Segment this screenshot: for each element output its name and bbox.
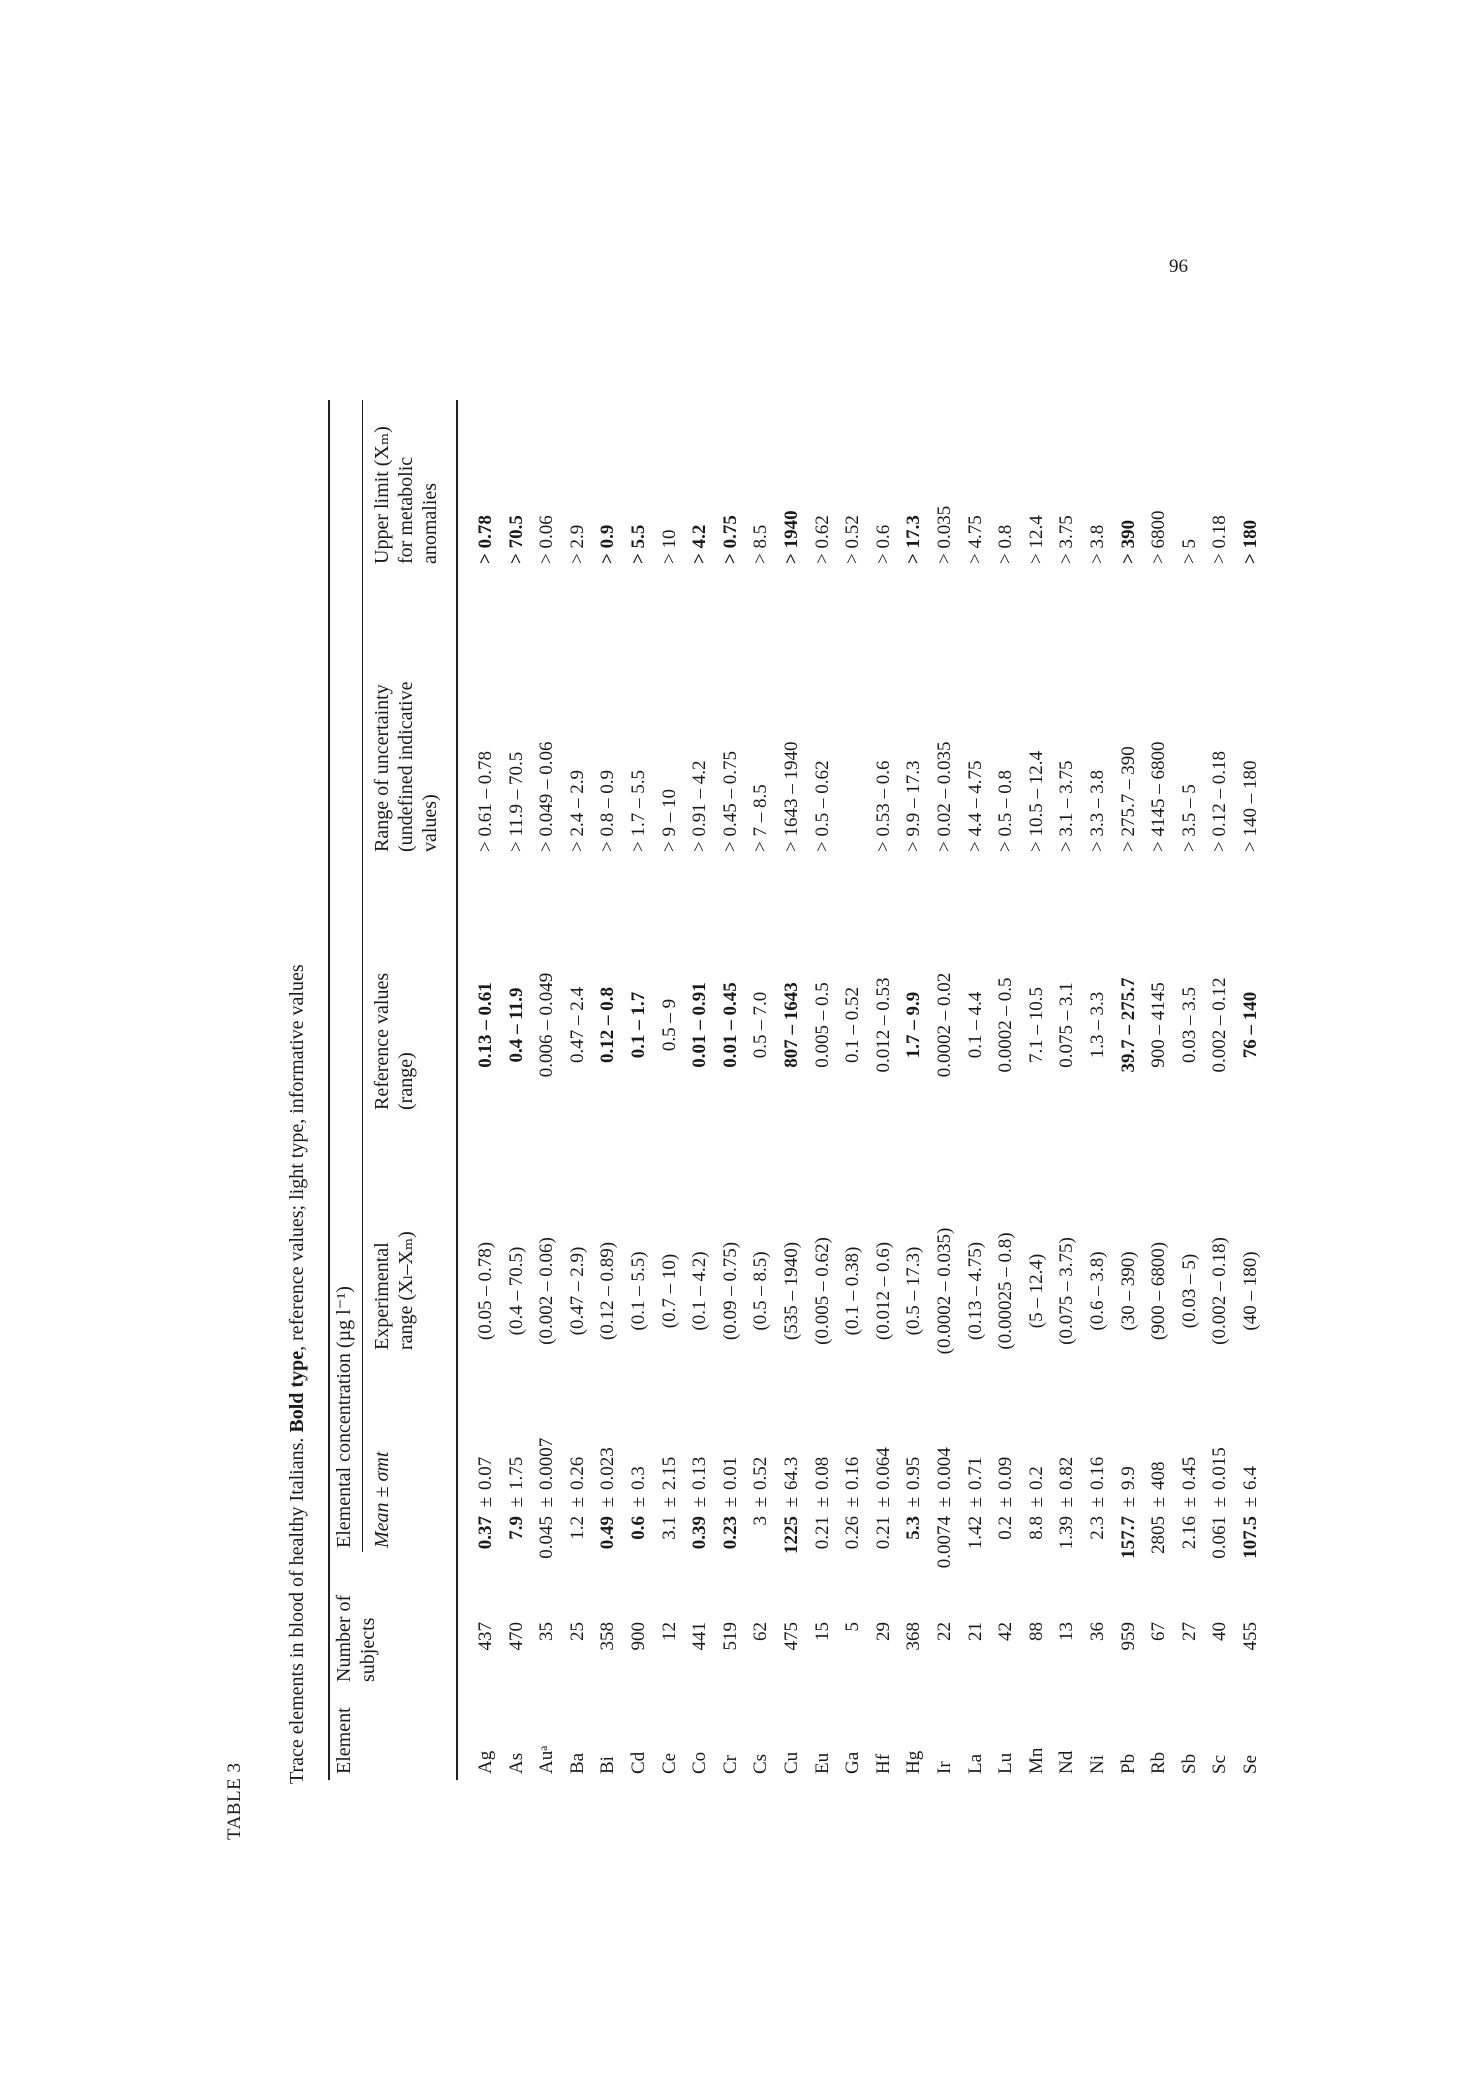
header-ref-line1: Reference values (371, 972, 393, 1110)
header-subjects-line1: Number of (333, 1594, 355, 1682)
upper-limit-cell: > 5.5 (628, 524, 649, 564)
subjects-cell: 470 (505, 1622, 527, 1651)
reference-range-cell: 0.12 – 0.8 (597, 987, 619, 1063)
table-row (562, 310, 593, 1870)
element-cell: Lu (995, 1752, 1017, 1774)
header-mean: Mean ± σmt (371, 1451, 393, 1548)
sigma-cell: 1.75 (505, 1456, 527, 1490)
sigma-cell: 0.52 (750, 1456, 772, 1490)
subjects-cell: 455 (1240, 1622, 1261, 1651)
plus-minus-sign: ± (1240, 1496, 1261, 1508)
sigma-cell: 0.0007 (536, 1437, 558, 1490)
subjects-cell: 368 (903, 1622, 925, 1651)
header-element: Element (333, 1707, 355, 1774)
experimental-range-cell: (40 – 180) (1240, 1251, 1261, 1331)
upper-limit-cell: > 0.18 (1209, 515, 1231, 564)
mean-value-cell: 1.2 (566, 1516, 588, 1540)
reference-range-cell: 0.012 – 0.53 (872, 977, 894, 1073)
reference-range-cell: 0.1 – 0.52 (842, 987, 864, 1063)
upper-limit-cell: > 3.75 (1056, 515, 1078, 564)
table-row (684, 310, 715, 1870)
experimental-range-cell: (5 – 12.4) (1025, 1253, 1047, 1329)
plus-minus-sign: ± (811, 1496, 833, 1508)
mean-value-cell: 5.3 (903, 1516, 925, 1540)
upper-limit-cell: > 5 (1178, 539, 1200, 564)
plus-minus-sign: ± (536, 1496, 558, 1508)
element-cell: Cs (750, 1753, 772, 1774)
subjects-cell: 12 (658, 1622, 680, 1641)
sigma-cell: 9.9 (1117, 1466, 1139, 1490)
plus-minus-sign: ± (566, 1496, 588, 1508)
header-experimental (370, 1231, 418, 1350)
experimental-range-cell: (0.12 – 0.89) (597, 1241, 619, 1341)
reference-range-cell: 0.1 – 1.7 (628, 991, 649, 1059)
group-rule (362, 400, 363, 1552)
experimental-range-cell: (0.0002 – 0.035) (934, 1227, 955, 1355)
element-cell: Ce (658, 1752, 680, 1774)
plus-minus-sign: ± (689, 1496, 711, 1508)
mean-value-cell: 1.42 (964, 1516, 986, 1550)
element-cell: Co (689, 1751, 711, 1774)
uncertainty-range-cell: > 1.7 – 5.5 (628, 770, 649, 852)
uncertainty-range-cell: > 3.5 – 5 (1178, 784, 1200, 852)
subjects-cell: 900 (628, 1622, 649, 1651)
element-cell: Nd (1056, 1750, 1078, 1774)
plus-minus-sign: ± (934, 1496, 955, 1508)
reference-range-cell: 0.0002 – 0.5 (995, 977, 1017, 1073)
table-row (776, 310, 807, 1870)
table-row (1143, 310, 1174, 1870)
mean-value-cell: 0.21 (872, 1516, 894, 1550)
plus-minus-sign: ± (781, 1496, 802, 1508)
subjects-cell: 42 (995, 1622, 1017, 1641)
upper-limit-cell: > 390 (1117, 519, 1139, 564)
reference-range-cell: 0.01 – 0.91 (689, 982, 711, 1068)
uncertainty-range-cell: > 11.9 – 70.5 (505, 751, 527, 852)
element-cell: Cr (719, 1755, 741, 1774)
table-row (1051, 310, 1082, 1870)
upper-limit-cell: > 70.5 (505, 515, 527, 564)
uncertainty-range-cell: > 0.53 – 0.6 (872, 760, 894, 852)
subjects-cell: 437 (475, 1622, 496, 1651)
reference-range-cell: 0.075 – 3.1 (1056, 982, 1078, 1068)
subjects-cell: 13 (1056, 1622, 1078, 1641)
mean-value-cell: 0.061 (1209, 1516, 1231, 1559)
element-cell: Sb (1178, 1753, 1200, 1774)
reference-range-cell: 0.03 – 3.5 (1178, 987, 1200, 1063)
reference-range-cell: 900 – 4145 (1148, 982, 1170, 1068)
mean-value-cell: 2805 (1148, 1516, 1170, 1554)
subjects-cell: 5 (842, 1622, 864, 1632)
table-row (745, 310, 776, 1870)
plus-minus-sign: ± (628, 1496, 649, 1508)
experimental-range-cell: (0.5 – 8.5) (750, 1251, 772, 1331)
mean-value-cell: 0.21 (811, 1516, 833, 1550)
experimental-range-cell: (0.03 – 5) (1178, 1253, 1200, 1329)
reference-range-cell: 0.13 – 0.61 (475, 982, 496, 1068)
reference-range-cell: 0.5 – 9 (658, 998, 680, 1052)
mean-value-cell: 0.2 (995, 1516, 1017, 1540)
mean-value-cell: 157.7 (1117, 1516, 1139, 1559)
mean-value-cell: 0.6 (628, 1516, 649, 1540)
sigma-cell: 0.2 (1025, 1466, 1047, 1490)
header-upper-limit (370, 426, 442, 564)
table-row (868, 310, 899, 1870)
sigma-cell: 0.26 (566, 1456, 588, 1490)
header-ref-line2: (range) (395, 1052, 417, 1110)
subjects-cell: 67 (1148, 1622, 1170, 1641)
element-cell: Ir (934, 1761, 955, 1774)
experimental-range-cell: (0.012 – 0.6) (872, 1241, 894, 1341)
caption-part2: , reference values; light type, informative values (286, 964, 308, 1351)
sigma-cell: 64.3 (781, 1456, 802, 1490)
page-number: 96 (1169, 256, 1188, 277)
sigma-cell: 408 (1148, 1461, 1170, 1490)
element-cell: Se (1240, 1755, 1261, 1774)
element-cell: Cu (781, 1751, 802, 1774)
uncertainty-range-cell: > 3.1 – 3.75 (1056, 760, 1078, 852)
reference-range-cell: 0.1 – 4.4 (964, 991, 986, 1059)
experimental-range-cell: (0.005 – 0.62) (811, 1237, 833, 1345)
reference-range-cell: 0.47 – 2.4 (566, 987, 588, 1063)
uncertainty-range-cell: > 0.02 – 0.035 (934, 741, 955, 852)
experimental-range-cell: (0.47 – 2.9) (566, 1246, 588, 1336)
experimental-range-cell: (0.09 – 0.75) (719, 1241, 741, 1341)
upper-limit-cell: > 0.9 (597, 524, 619, 564)
header-unc-line2: (undefined indicative (395, 681, 417, 852)
element-cell: Hf (872, 1753, 894, 1774)
sigma-cell: 0.13 (689, 1456, 711, 1490)
uncertainty-range-cell: > 0.12 – 0.18 (1209, 751, 1231, 852)
upper-limit-cell: > 0.8 (995, 524, 1017, 564)
element-cell: Ag (475, 1750, 496, 1774)
element-cell: Ba (566, 1752, 588, 1774)
uncertainty-range-cell: > 9 – 10 (658, 789, 680, 852)
mean-value-cell: 107.5 (1240, 1516, 1261, 1559)
plus-minus-sign: ± (1148, 1496, 1170, 1508)
table-row (1082, 310, 1113, 1870)
plus-minus-sign: ± (750, 1496, 772, 1508)
reference-range-cell: 76 – 140 (1240, 991, 1261, 1059)
sigma-cell: 0.3 (628, 1466, 649, 1490)
table-row (807, 310, 838, 1870)
upper-limit-cell: > 0.035 (934, 505, 955, 564)
subjects-cell: 88 (1025, 1622, 1047, 1641)
reference-range-cell: 0.01 – 0.45 (719, 982, 741, 1068)
experimental-range-cell: (535 – 1940) (781, 1241, 802, 1341)
plus-minus-sign: ± (1025, 1496, 1047, 1508)
upper-limit-cell: > 0.52 (842, 515, 864, 564)
upper-limit-cell: > 6800 (1148, 510, 1170, 564)
experimental-range-cell: (0.002 – 0.18) (1209, 1237, 1231, 1345)
reference-range-cell: 807 – 1643 (781, 982, 802, 1068)
experimental-range-cell: (0.002 – 0.06) (536, 1237, 558, 1345)
uncertainty-range-cell: > 0.45 – 0.75 (719, 751, 741, 852)
experimental-range-cell: (0.1 – 5.5) (628, 1251, 649, 1331)
table-row (837, 310, 868, 1870)
header-subjects (332, 1595, 380, 1682)
uncertainty-range-cell: > 7 – 8.5 (750, 784, 772, 852)
mean-value-cell: 0.39 (689, 1516, 711, 1550)
upper-limit-cell: > 10 (658, 529, 680, 564)
mean-value-cell: 3 (750, 1516, 772, 1526)
experimental-range-cell: (0.4 – 70.5) (505, 1246, 527, 1336)
upper-limit-cell: > 4.2 (689, 524, 711, 564)
table-row (1204, 310, 1235, 1870)
reference-range-cell: 39.7 – 275.7 (1117, 977, 1139, 1073)
table-row (470, 310, 501, 1870)
experimental-range-cell: (0.05 – 0.78) (475, 1241, 496, 1341)
element-cell: Bi (597, 1756, 619, 1774)
plus-minus-sign: ± (719, 1496, 741, 1508)
plus-minus-sign: ± (1117, 1496, 1139, 1508)
table-row (1235, 310, 1266, 1870)
plus-minus-sign: ± (658, 1496, 680, 1508)
header-reference (370, 973, 418, 1110)
header-bottom-rule (456, 400, 458, 1780)
experimental-range-cell: (0.1 – 4.2) (689, 1251, 711, 1331)
reference-range-cell: 0.006 – 0.049 (536, 972, 558, 1078)
header-uncertainty (370, 682, 442, 853)
sigma-cell: 0.45 (1178, 1456, 1200, 1490)
subjects-cell: 40 (1209, 1622, 1231, 1641)
plus-minus-sign: ± (903, 1496, 925, 1508)
plus-minus-sign: ± (1087, 1496, 1108, 1508)
plus-minus-sign: ± (505, 1496, 527, 1508)
plus-minus-sign: ± (1178, 1496, 1200, 1508)
header-upl-line3: anomalies (419, 482, 441, 564)
element-cell: Eu (811, 1752, 833, 1774)
uncertainty-range-cell: > 2.4 – 2.9 (566, 770, 588, 852)
upper-limit-cell: > 0.78 (475, 515, 496, 564)
subjects-cell: 35 (536, 1622, 558, 1641)
header-exp-line2: range (Xₗ–Xₘ) (395, 1231, 417, 1350)
subjects-cell: 62 (750, 1622, 772, 1641)
element-cell: Ga (842, 1751, 864, 1774)
plus-minus-sign: ± (475, 1496, 496, 1508)
sigma-cell: 6.4 (1240, 1466, 1261, 1490)
plus-minus-sign: ± (1056, 1496, 1078, 1508)
element-cell: Mn (1025, 1747, 1047, 1774)
element-cell: La (964, 1753, 986, 1774)
subjects-cell: 441 (689, 1622, 711, 1651)
upper-limit-cell: > 12.4 (1025, 515, 1047, 564)
reference-range-cell: 0.002 – 0.12 (1209, 977, 1231, 1073)
subjects-cell: 358 (597, 1622, 619, 1651)
sigma-cell: 0.07 (475, 1456, 496, 1490)
header-upl-line1: Upper limit (Xₘ) (371, 426, 393, 564)
experimental-range-cell: (900 – 6800) (1148, 1241, 1170, 1341)
table-row (1021, 310, 1052, 1870)
mean-value-cell: 0.37 (475, 1516, 496, 1550)
table-label: TABLE 3 (224, 1762, 245, 1840)
plus-minus-sign: ± (995, 1496, 1017, 1508)
uncertainty-range-cell: > 140 – 180 (1240, 760, 1261, 852)
experimental-range-cell: (0.6 – 3.8) (1087, 1251, 1108, 1331)
subjects-cell: 36 (1087, 1622, 1108, 1641)
uncertainty-range-cell: > 10.5 – 12.4 (1025, 751, 1047, 852)
table-row (960, 310, 991, 1870)
reference-range-cell: 0.005 – 0.5 (811, 982, 833, 1068)
uncertainty-range-cell: > 0.8 – 0.9 (597, 770, 619, 852)
reference-range-cell: 0.0002 – 0.02 (934, 972, 955, 1078)
mean-value-cell: 0.045 (536, 1516, 558, 1559)
element-cell: Pb (1117, 1753, 1139, 1774)
sigma-cell: 0.16 (1087, 1456, 1108, 1490)
header-unc-line1: Range of uncertainty (371, 684, 393, 852)
element-cell: Rb (1148, 1751, 1170, 1774)
upper-limit-cell: > 0.06 (536, 515, 558, 564)
experimental-range-cell: (30 – 390) (1117, 1251, 1139, 1331)
plus-minus-sign: ± (597, 1496, 619, 1508)
table-row (715, 310, 746, 1870)
plus-minus-sign: ± (872, 1496, 894, 1508)
sigma-cell: 0.01 (719, 1456, 741, 1490)
uncertainty-range-cell: > 0.5 – 0.62 (811, 760, 833, 852)
table-row (898, 310, 929, 1870)
subjects-cell: 475 (781, 1622, 802, 1651)
sigma-cell: 0.015 (1209, 1447, 1231, 1490)
experimental-range-cell: (0.1 – 0.38) (842, 1246, 864, 1336)
sigma-cell: 0.004 (934, 1447, 955, 1490)
experimental-range-cell: (0.5 – 17.3) (903, 1246, 925, 1336)
subjects-cell: 22 (934, 1622, 955, 1641)
mean-value-cell: 0.49 (597, 1516, 619, 1550)
sigma-cell: 0.08 (811, 1456, 833, 1490)
subjects-cell: 27 (1178, 1622, 1200, 1641)
table-row (1113, 310, 1144, 1870)
plus-minus-sign: ± (964, 1496, 986, 1508)
sigma-cell: 0.16 (842, 1456, 864, 1490)
experimental-range-cell: (0.00025 – 0.8) (995, 1232, 1017, 1350)
mean-value-cell: 1225 (781, 1516, 802, 1554)
sigma-cell: 0.023 (597, 1447, 619, 1490)
element-cell: Sc (1209, 1755, 1231, 1774)
header-group: Elemental concentration (µg l⁻¹) (333, 1286, 355, 1548)
reference-range-cell: 7.1 – 10.5 (1025, 987, 1047, 1063)
mean-value-cell: 0.23 (719, 1516, 741, 1550)
mean-value-cell: 1.39 (1056, 1516, 1078, 1550)
upper-limit-cell: > 0.62 (811, 515, 833, 564)
mean-value-cell: 3.1 (658, 1516, 680, 1540)
mean-value-cell: 7.9 (505, 1516, 527, 1540)
sigma-cell: 0.064 (872, 1447, 894, 1490)
table-row (592, 310, 623, 1870)
header-unc-line3: values) (419, 794, 441, 852)
upper-limit-cell: > 0.75 (719, 515, 741, 564)
subjects-cell: 959 (1117, 1622, 1139, 1651)
element-cell: Auᵃ (536, 1745, 558, 1774)
sigma-cell: 0.82 (1056, 1456, 1078, 1490)
rotated-table-sheet (220, 290, 1260, 1870)
header-exp-line1: Experimental (371, 1242, 393, 1350)
upper-limit-cell: > 180 (1240, 519, 1261, 564)
plus-minus-sign: ± (842, 1496, 864, 1508)
experimental-range-cell: (0.13 – 4.75) (964, 1241, 986, 1341)
sigma-cell: 0.95 (903, 1456, 925, 1490)
upper-limit-cell: > 4.75 (964, 515, 986, 564)
element-cell: Cd (628, 1751, 649, 1774)
subjects-cell: 29 (872, 1622, 894, 1641)
plus-minus-sign: ± (1209, 1496, 1231, 1508)
subjects-cell: 519 (719, 1622, 741, 1651)
reference-range-cell: 1.7 – 9.9 (903, 991, 925, 1059)
uncertainty-range-cell: > 275.7 – 390 (1117, 746, 1139, 852)
mean-value-cell: 0.26 (842, 1516, 864, 1550)
subjects-cell: 21 (964, 1622, 986, 1641)
mean-value-cell: 8.8 (1025, 1516, 1047, 1540)
uncertainty-range-cell: > 0.5 – 0.8 (995, 770, 1017, 852)
mean-value-cell: 0.0074 (934, 1516, 955, 1569)
top-rule (328, 400, 330, 1780)
sigma-cell: 0.71 (964, 1456, 986, 1490)
uncertainty-range-cell: > 0.049 – 0.06 (536, 741, 558, 852)
table-row (501, 310, 532, 1870)
subjects-cell: 25 (566, 1622, 588, 1641)
experimental-range-cell: (0.7 – 10) (658, 1253, 680, 1329)
table-row (990, 310, 1021, 1870)
subjects-cell: 15 (811, 1622, 833, 1641)
uncertainty-range-cell: > 0.61 – 0.78 (475, 751, 496, 852)
sigma-cell: 2.15 (658, 1456, 680, 1490)
element-cell: As (505, 1752, 527, 1774)
uncertainty-range-cell: > 3.3 – 3.8 (1087, 770, 1108, 852)
reference-range-cell: 1.3 – 3.3 (1087, 991, 1108, 1059)
header-subjects-line2: subjects (357, 1617, 379, 1682)
uncertainty-range-cell: > 9.9 – 17.3 (903, 760, 925, 852)
element-cell: Ni (1087, 1755, 1108, 1774)
mean-value-cell: 2.3 (1087, 1516, 1108, 1540)
upper-limit-cell: > 3.8 (1087, 524, 1108, 564)
uncertainty-range-cell: > 0.91 – 4.2 (689, 760, 711, 852)
sigma-cell: 0.09 (995, 1456, 1017, 1490)
upper-limit-cell: > 17.3 (903, 515, 925, 564)
caption-bold-part: Bold type (286, 1350, 308, 1433)
header-upl-line2: for metabolic (395, 456, 417, 564)
upper-limit-cell: > 1940 (781, 510, 802, 564)
upper-limit-cell: > 8.5 (750, 524, 772, 564)
table-row (1174, 310, 1205, 1870)
table-caption (286, 964, 309, 1784)
table-row (654, 310, 685, 1870)
mean-value-cell: 2.16 (1178, 1516, 1200, 1550)
table-row (623, 310, 654, 1870)
experimental-range-cell: (0.075 – 3.75) (1056, 1237, 1078, 1345)
caption-part1: Trace elements in blood of healthy Italians. (286, 1432, 308, 1784)
element-cell: Hg (903, 1750, 925, 1774)
table-row (531, 310, 562, 1870)
uncertainty-range-cell: > 1643 – 1940 (781, 741, 802, 852)
reference-range-cell: 0.5 – 7.0 (750, 991, 772, 1059)
reference-range-cell: 0.4 – 11.9 (505, 987, 527, 1063)
uncertainty-range-cell: > 4145 – 6800 (1148, 741, 1170, 852)
table-row (929, 310, 960, 1870)
upper-limit-cell: > 0.6 (872, 524, 894, 564)
uncertainty-range-cell: > 4.4 – 4.75 (964, 760, 986, 852)
upper-limit-cell: > 2.9 (566, 524, 588, 564)
